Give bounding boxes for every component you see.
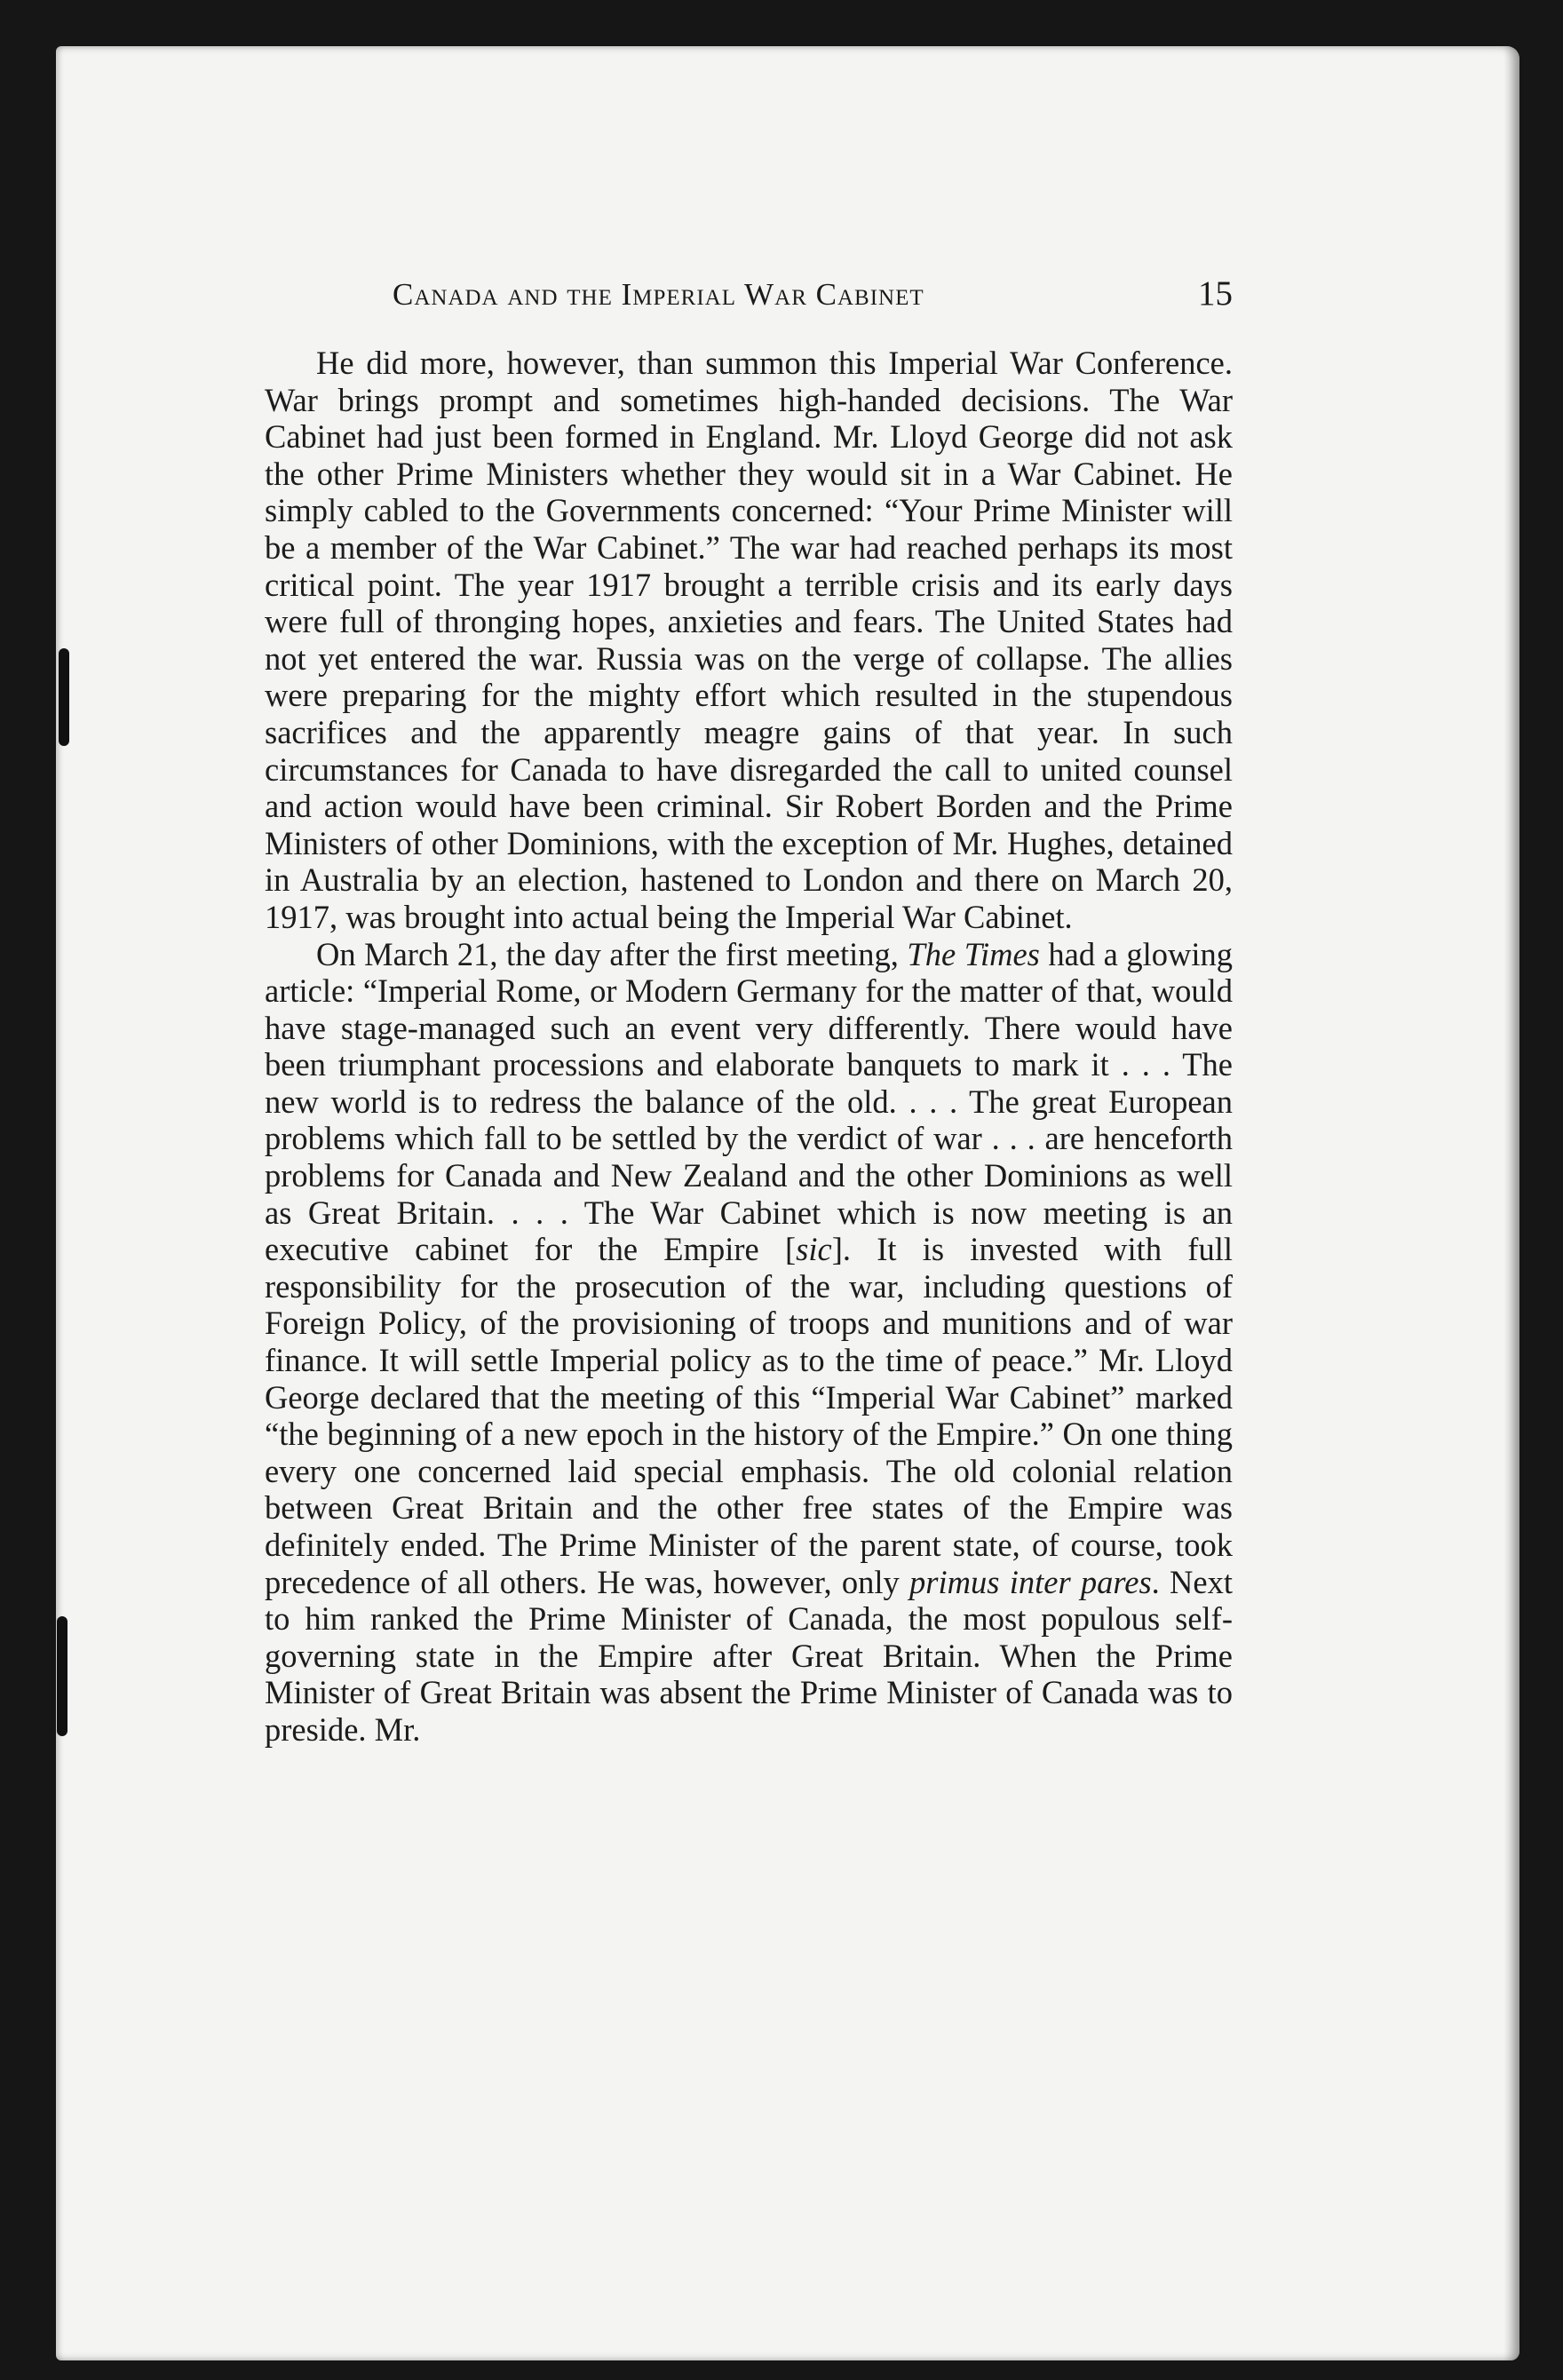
- paragraph-text: ]. It is invested with full responsibility for the prosecution of the war, including questions of Foreign Policy, of the provisioning of troops and munitions and of war finance. It will settle Imperial policy as to the time of peace.” Mr. Lloyd George declared that the meeting of this “Imperial War Cabinet” marked “the beginning of a new epoch in the history of the Empire.” On one thing every one concerned laid special emphasis. The old colonial relation between Great Britain and the other free states of the Empire was definitely ended. The Prime Minister of the parent state, of course, took precedence of all others. He was, however, only: [265, 1231, 1233, 1600]
- paragraph-text: . Next to him ranked the Prime Minister of Canada, the most populous self-governing state in the Empire after Great Britain. When the Prime Minister of Great Britain was absent the Prime Minister of Canada was to preside. Mr.: [265, 1563, 1234, 1748]
- page-number: 15: [1198, 274, 1233, 313]
- running-head: [265, 272, 1233, 325]
- paragraph-text: On March 21, the day after the first meeting,: [316, 935, 908, 972]
- paragraph-text: had a glowing article: “Imperial Rome, or Modern Germany for the matter of that, would have stage-managed such an event very differently. There would have been triumphant processions and elaborate banquets to mark it . . . The new world is to redress the balance of the old. . . . The great European problems which fall to be settled by the verdict of war . . . are henceforth problems for Canada and New Zealand and the other Dominions as well as Great Britain. . . . The War Cabinet which is now meeting is an executive cabinet for the Empire [: [265, 935, 1233, 1268]
- running-head-title: Canada and the Imperial War Cabinet: [393, 277, 924, 312]
- italic-primus-inter-pares: primus inter pares: [909, 1563, 1152, 1600]
- paragraph-1: [265, 345, 1233, 936]
- italic-title-the-times: The Times: [907, 935, 1040, 972]
- paragraph-text: He did more, however, than summon this Imperial War Conference. War brings prompt and sometimes high-handed decisions. The War Cabinet had just been formed in England. Mr. Lloyd George did not ask the other Prime Ministers whether they would sit in a War Cabinet. He simply cabled to the Governments concerned: “Your Prime Minister will be a member of the War Cabinet.” The war had reached perhaps its most critical point. The year 1917 brought a terrible crisis and its early days were full of thronging hopes, anxieties and fears. The United States had not yet entered the war. Russia was on the verge of collapse. The allies were preparing for the mighty effort which resulted in the stupendous sacrifices and the apparently meagre gains of that year. In such circumstances for Canada to have disregarded the call to united counsel and action would have been criminal. Sir Robert Borden and the Prime Ministers of other Dominions, with the exception of Mr. Hughes, detained in Australia by an election, hastened to London and there on March 20, 1917, was brought into actual being the Imperial War Cabinet.: [265, 345, 1233, 935]
- binding-mark: [59, 648, 69, 746]
- binding-mark: [57, 1616, 67, 1736]
- paragraph-2: [265, 936, 1233, 1749]
- body-text: [265, 345, 1233, 1749]
- italic-sic: sic: [796, 1231, 832, 1268]
